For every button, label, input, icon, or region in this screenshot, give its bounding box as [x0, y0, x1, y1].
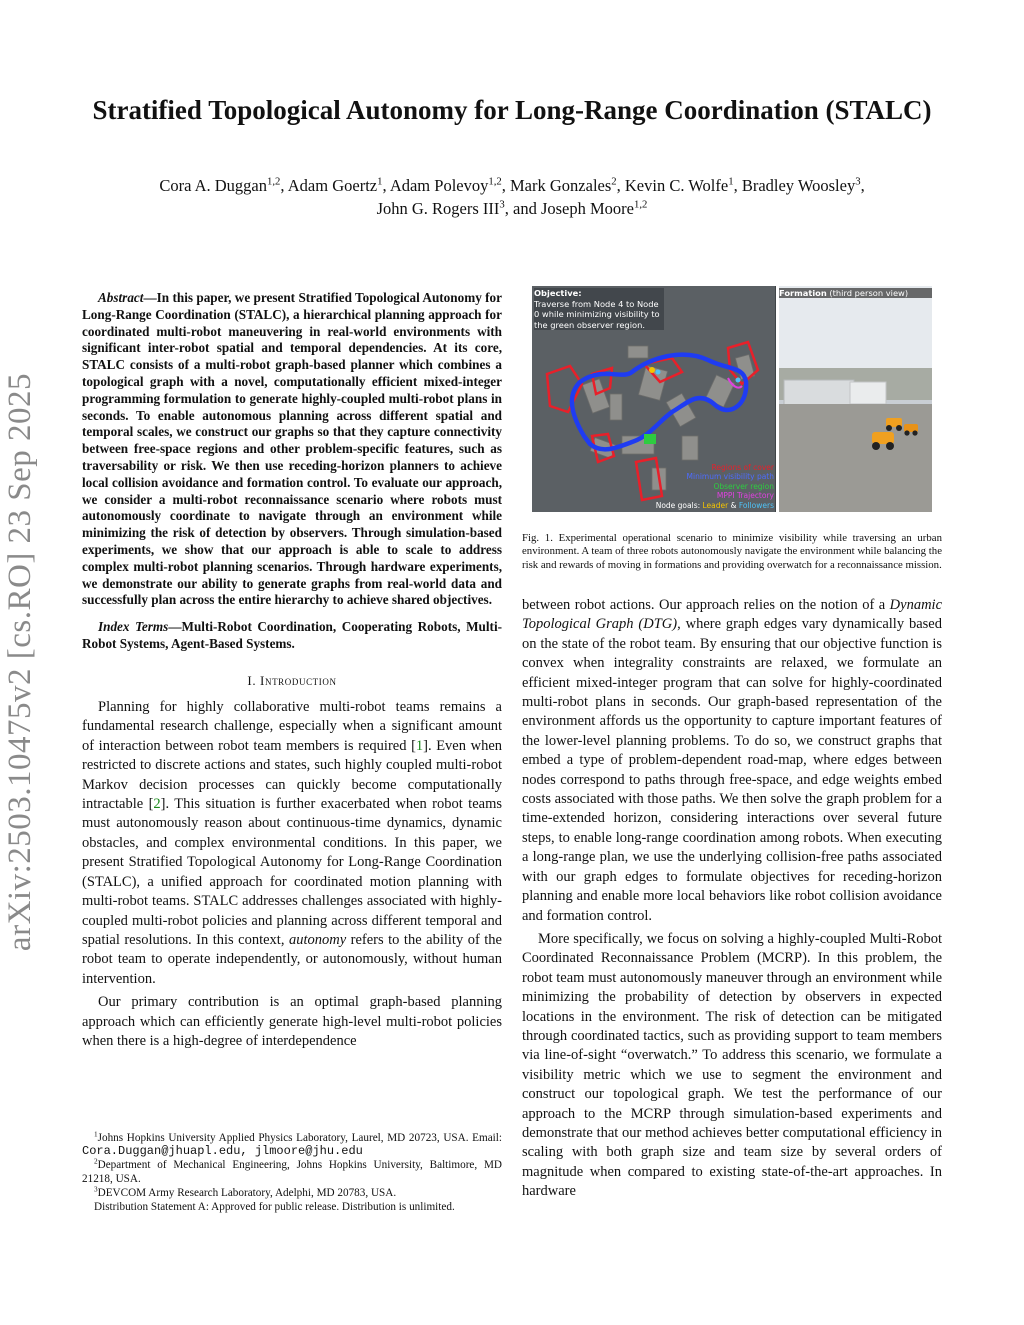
- footnote-4: Distribution Statement A: Approved for public release. Distribution is unlimited.: [94, 1201, 455, 1214]
- footnote-2: [82, 1159, 502, 1185]
- author-affiliation: 2: [611, 175, 617, 188]
- author-name: Cora A. Duggan: [159, 176, 268, 195]
- figure-caption: [522, 532, 942, 572]
- footnotes: [82, 1132, 502, 1215]
- follower-goal: [656, 370, 661, 375]
- legend-followers: Followers: [738, 500, 774, 510]
- formation-subtitle: (third person view): [826, 288, 909, 298]
- legend-path: Minimum visibility path: [686, 472, 774, 481]
- author-name: Kevin C. Wolfe: [624, 176, 729, 195]
- intro-paragraph-1: [82, 698, 502, 989]
- legend-cover: Regions of cover: [711, 462, 774, 472]
- footnote-text: DEVCOM Army Research Laboratory, Adelphi, MD 20783, USA.: [97, 1186, 397, 1199]
- author-affiliation: 1,2: [267, 175, 281, 188]
- text-span: Planning for highly collaborative multi-robot teams remains a fundamental research challenge, especially when a significant amount of interaction between robot team members is required [: [82, 699, 502, 754]
- emphasis: Dynamic Topological Graph (DTG): [522, 597, 942, 633]
- author-affiliation: 1,2: [488, 175, 502, 188]
- objective-box: [534, 288, 664, 330]
- footnote-marker: 3: [94, 1185, 98, 1194]
- text-span: ]. Even when restricted to discrete actions and states, such highly coupled multi-robot Markov decision processes can quickly become computationally intractable [: [82, 737, 503, 813]
- building: [784, 380, 854, 408]
- footnote-text: Department of Mechanical Engineering, Johns Hopkins University, Baltimore, MD 21218, USA.: [82, 1159, 502, 1185]
- author-affiliation: 1: [728, 175, 734, 188]
- sky: [778, 286, 932, 381]
- gravel-ground: [778, 404, 932, 512]
- right-paragraph-1: [522, 596, 942, 926]
- building: [850, 382, 886, 404]
- legend-observer: Observer region: [713, 481, 774, 491]
- footnote-text: Johns Hopkins University Applied Physics Laboratory, Laurel, MD 20723, USA. Email:: [97, 1132, 502, 1144]
- legend-node-goals: [656, 501, 774, 511]
- text-span: , where graph edges vary dynamically based on the state of the robot team. By ensuring that our objective function is convex when integrality constraints are relaxed, we formulate an efficient mixed-integer program that can solve for highly-coordinated multi-robot plans in seconds. Our graph-based representation of the environment affords us the opportunity to capture important features of the lower-level planning problems. To do so, we construct graphs that embed a type of problem-dependent road-map, where edges between nodes correspond to paths through free-space, and edge weights embed costs associated with those paths. We then solve the graph problem for a time-extended horizon, considering interactions over several future steps, to enable long-range coordination among robots. When executing a long-range plan, we use the underlying collision-free paths associated with our graph edges to formulate objectives for receding-horizon planning and enable more local behaviors like robot collision avoidance and formation control.: [522, 616, 942, 924]
- right-column: [522, 596, 942, 1202]
- footnote-marker: 1: [94, 1130, 98, 1139]
- figure-legend: [656, 463, 774, 511]
- observer-region: [644, 434, 656, 444]
- caption-text: Experimental operational scenario to minimize visibility while traversing an urban environment. A team of three robots autonomously navigate the environment while balancing the risk and rewards of moving in formations and providing overwatch for a reconnaissance mission.: [522, 532, 942, 571]
- author-name: Adam Polevoy: [389, 176, 489, 195]
- legend-text: Node goals:: [655, 500, 703, 510]
- leader-goal: [649, 367, 655, 373]
- section-title: Introduction: [260, 672, 337, 688]
- citation-link[interactable]: 1: [415, 737, 424, 754]
- email-addresses[interactable]: Cora.Duggan@jhuapl.edu, jlmoore@jhu.edu: [82, 1144, 363, 1159]
- legend-mppi: MPPI Trajectory: [716, 491, 774, 500]
- objective-title: Objective:: [534, 288, 582, 298]
- objective-text: Traverse from Node 4 to Node 0 while minimizing visibility to the green observer region.: [534, 298, 660, 330]
- legend-leader: Leader: [702, 500, 729, 510]
- author-affiliation: 1,2: [634, 198, 648, 211]
- right-paragraph-2: More specifically, we focus on solving a highly-coupled Multi-Robot Coordinated Reconnaissance Problem (MCRP). In this problem, the robot team must autonomously maneuver through an environment while minimizing the probability of detection by observers in expected locations in the environment. The risk of detection can be mitigated through coordinated tactics, such as providing support to team members via line-of-sight “overwatch.” To address this scenario, we formulate a visibility metric which we use to segment the environment and construct our topological graph. We test the performance of our approach to the MCRP through simulation-based experiments and demonstrate that our method achieves better computational efficiency in scaling with both graph size and team size by several orders of magnitude when compared to existing state-of-the-art approaches. In hardware: [522, 930, 942, 1200]
- formation-title: Formation: [779, 288, 827, 298]
- paper-title: Stratified Topological Autonomy for Long-Range Coordination (STALC): [92, 95, 932, 125]
- index-terms-label: Index Terms: [98, 619, 169, 635]
- footnote-marker: 2: [94, 1157, 98, 1166]
- author-name: Bradley Woosley: [741, 176, 856, 195]
- author-name: John G. Rogers III: [376, 199, 500, 218]
- section-number: I.: [247, 672, 257, 688]
- footnote-3: [82, 1187, 502, 1200]
- panel-divider: [776, 286, 779, 512]
- index-terms-text: —Multi-Robot Coordination, Cooperating Robots, Multi-Robot Systems, Agent-Based Systems.: [82, 619, 502, 651]
- intro-paragraph-2: Our primary contribution is an optimal graph-based planning approach which can efficiently generate high-level multi-robot policies when there is a high-degree of interdependence: [82, 994, 502, 1049]
- text-span: between robot actions. Our approach relies on the notion of a: [522, 597, 890, 613]
- abstract-label: Abstract: [98, 290, 144, 305]
- formation-label: [779, 288, 932, 298]
- text-span: ]. This situation is further exacerbated when robot teams must autonomously reason about continuous-time dynamics, dynamic obstacles, and complex environmental conditions. In this paper, we present Stratified Topological Autonomy for Long-Range Coordination (STALC), a unified approach for coordinated motion planning with multi-robot teams. STALC addresses challenges associated with highly-coupled multi-robot policies and planning across different temporal and spatial resolutions. In this context,: [82, 796, 503, 948]
- left-column: [82, 290, 502, 1051]
- author-name: Mark Gonzales: [510, 176, 612, 195]
- author-affiliation: 1: [377, 175, 383, 188]
- section-heading: [82, 671, 502, 690]
- author-name: Adam Goertz: [287, 176, 378, 195]
- abstract: [82, 290, 502, 653]
- author-affiliation: 3: [855, 175, 861, 188]
- legend-text: &: [728, 500, 739, 510]
- arxiv-side-stamp: arXiv:2503.10475v2 [cs.RO] 23 Sep 2025: [2, 372, 38, 952]
- abstract-text: —In this paper, we present Stratified Topological Autonomy for Long-Range Coordination (STALC), a hierarchical planning approach for coordinated multi-robot maneuvering in real-world environments with significant inter-robot spatial and temporal dependencies. At its core, STALC consists of a multi-robot graph-based planner which combines a topological graph with a novel, computationally efficient mixed-integer programming formulation to generate highly-coupled multi-robot plans in seconds. To enable autonomous planning across different spatial and temporal scales, we construct our graphs so that they capture connectivity between free-space regions and other problem-specific features, such as traversability or risk. We then use receding-horizon planners to achieve local collision avoidance and formation control. To evaluate our approach, we consider a multi-robot reconnaissance scenario where robots must autonomously coordinate to navigate through an environment while minimizing the risk of detection by observers. Through simulation-based experiments, we show that our approach is able to scale to address complex multi-robot planning scenarios. Through hardware experiments, we demonstrate our ability to generate graphs from real-world data and successfully plan across the entire hierarchy to achieve shared objectives.: [82, 290, 502, 608]
- figure-1: [532, 286, 932, 512]
- caption-label: Fig. 1.: [522, 532, 553, 544]
- footnote-1: [82, 1132, 502, 1158]
- author-affiliation: 3: [499, 198, 505, 211]
- text-span: refers to the ability of the robot team to operate independently, or autonomously, without human intervention.: [82, 931, 502, 987]
- follower-goal: [736, 378, 741, 383]
- emphasis: autonomy: [288, 931, 347, 948]
- citation-link[interactable]: 2: [153, 796, 161, 813]
- author-list: Cora A. Duggan$^{1,2}$, Adam Goertz$^1$, Adam Polevoy$^{1,2}$, Mark Gonzales$^2$, Kevin C. Wolfe$^1$, Bradley Woosley$^3$, John G. Rogers III$^3$, and Joseph Moore$^{1,2}$: [159, 175, 865, 218]
- author-name: Joseph Moore: [540, 199, 634, 218]
